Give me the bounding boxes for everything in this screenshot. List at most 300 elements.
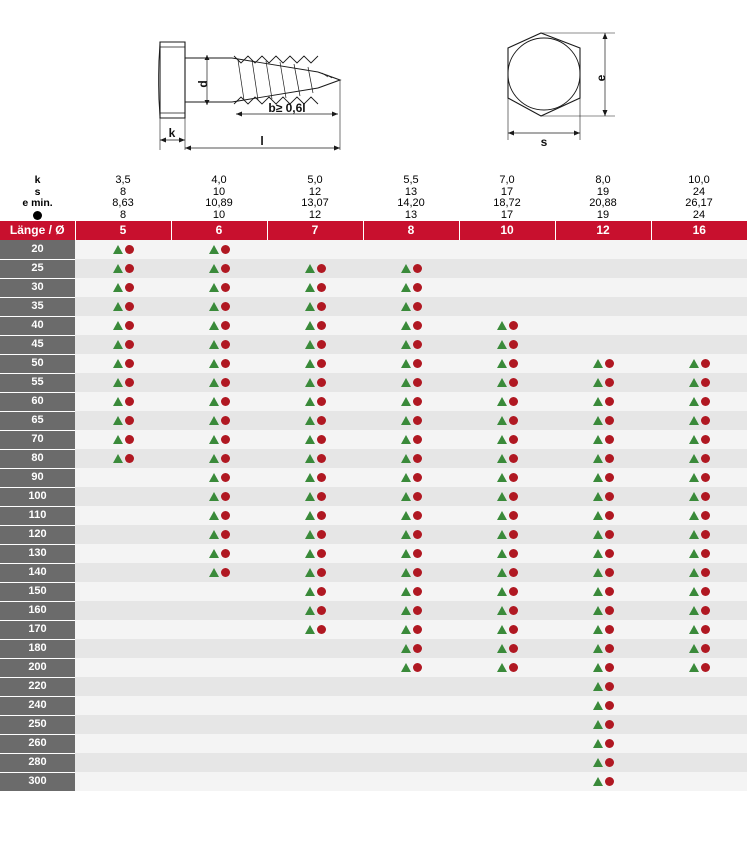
triangle-icon	[593, 758, 603, 767]
availability-cell-50-5	[75, 354, 171, 373]
availability-marks	[305, 335, 326, 354]
circle-icon	[605, 359, 614, 368]
circle-icon	[701, 644, 710, 653]
availability-cell-80-12	[555, 449, 651, 468]
triangle-icon	[209, 283, 219, 292]
availability-cell-170-7	[267, 620, 363, 639]
row-length-140: 140	[0, 563, 75, 582]
availability-cell-65-6	[171, 411, 267, 430]
triangle-icon	[305, 530, 315, 539]
availability-cell-60-10	[459, 392, 555, 411]
row-length-160: 160	[0, 601, 75, 620]
availability-marks	[305, 354, 326, 373]
availability-cell-100-10	[459, 487, 555, 506]
circle-icon	[317, 568, 326, 577]
availability-marks	[209, 316, 230, 335]
dimension-label-k: k	[168, 126, 176, 140]
triangle-icon	[593, 359, 603, 368]
row-length-240: 240	[0, 696, 75, 715]
circle-icon	[221, 435, 230, 444]
triangle-icon	[497, 454, 507, 463]
table-row	[0, 354, 747, 373]
table-row	[0, 297, 747, 316]
availability-cell-25-6	[171, 259, 267, 278]
triangle-icon	[113, 454, 123, 463]
spec-row-label-k: k	[0, 175, 75, 187]
availability-cell-50-16	[651, 354, 747, 373]
triangle-icon	[305, 435, 315, 444]
availability-marks	[113, 316, 134, 335]
spec-value-s-12: 19	[555, 187, 651, 199]
availability-cell-35-16	[651, 297, 747, 316]
spec-value-weight-10: 17	[459, 210, 555, 222]
triangle-icon	[305, 302, 315, 311]
availability-cell-45-10	[459, 335, 555, 354]
triangle-icon	[401, 359, 411, 368]
availability-cell-250-8	[363, 715, 459, 734]
availability-marks	[689, 487, 710, 506]
availability-marks	[401, 582, 422, 601]
availability-cell-220-12	[555, 677, 651, 696]
table-row	[0, 259, 747, 278]
availability-cell-220-5	[75, 677, 171, 696]
spec-value-e_min-8: 14,20	[363, 198, 459, 210]
header-diameter-6: 6	[171, 221, 267, 240]
availability-marks	[305, 278, 326, 297]
circle-icon	[701, 416, 710, 425]
availability-cell-40-12	[555, 316, 651, 335]
circle-icon	[701, 435, 710, 444]
availability-cell-260-6	[171, 734, 267, 753]
availability-marks	[497, 335, 518, 354]
triangle-icon	[497, 587, 507, 596]
availability-cell-160-10	[459, 601, 555, 620]
availability-cell-25-12	[555, 259, 651, 278]
availability-marks	[305, 563, 326, 582]
circle-icon	[317, 606, 326, 615]
circle-icon	[701, 454, 710, 463]
availability-cell-55-6	[171, 373, 267, 392]
table-row	[0, 487, 747, 506]
triangle-icon	[401, 435, 411, 444]
spec-value-weight-16: 24	[651, 210, 747, 222]
availability-marks	[689, 601, 710, 620]
triangle-icon	[593, 492, 603, 501]
availability-cell-110-8	[363, 506, 459, 525]
circle-icon	[509, 321, 518, 330]
header-diameter-10: 10	[459, 221, 555, 240]
availability-cell-100-12	[555, 487, 651, 506]
availability-marks	[593, 772, 614, 791]
triangle-icon	[401, 378, 411, 387]
triangle-icon	[593, 530, 603, 539]
availability-marks	[689, 392, 710, 411]
triangle-icon	[689, 549, 699, 558]
availability-cell-65-10	[459, 411, 555, 430]
triangle-icon	[305, 606, 315, 615]
availability-cell-160-6	[171, 601, 267, 620]
availability-marks	[401, 278, 422, 297]
circle-icon	[605, 549, 614, 558]
availability-cell-140-12	[555, 563, 651, 582]
drawing-svg	[0, 0, 747, 175]
availability-cell-260-10	[459, 734, 555, 753]
availability-cell-35-8	[363, 297, 459, 316]
availability-cell-70-16	[651, 430, 747, 449]
availability-marks	[593, 658, 614, 677]
circle-icon	[221, 321, 230, 330]
spec-value-k-10: 7,0	[459, 175, 555, 187]
availability-marks	[593, 468, 614, 487]
availability-marks	[305, 373, 326, 392]
circle-icon	[221, 302, 230, 311]
row-length-70: 70	[0, 430, 75, 449]
triangle-icon	[305, 625, 315, 634]
circle-icon	[509, 435, 518, 444]
availability-cell-170-10	[459, 620, 555, 639]
table-row	[0, 544, 747, 563]
triangle-icon	[593, 663, 603, 672]
availability-marks	[209, 411, 230, 430]
availability-cell-240-12	[555, 696, 651, 715]
availability-cell-30-16	[651, 278, 747, 297]
triangle-icon	[593, 777, 603, 786]
row-length-130: 130	[0, 544, 75, 563]
triangle-icon	[593, 416, 603, 425]
circle-icon	[125, 264, 134, 273]
triangle-icon	[401, 454, 411, 463]
availability-cell-240-10	[459, 696, 555, 715]
spec-value-k-16: 10,0	[651, 175, 747, 187]
availability-cell-130-7	[267, 544, 363, 563]
availability-marks	[593, 620, 614, 639]
spec-row-e_min	[0, 198, 747, 210]
circle-icon	[413, 568, 422, 577]
triangle-icon	[593, 511, 603, 520]
circle-icon	[221, 511, 230, 520]
availability-cell-90-8	[363, 468, 459, 487]
spec-value-s-5: 8	[75, 187, 171, 199]
availability-cell-25-7	[267, 259, 363, 278]
table-row	[0, 772, 747, 791]
availability-marks	[401, 487, 422, 506]
availability-cell-30-7	[267, 278, 363, 297]
availability-marks	[401, 297, 422, 316]
circle-icon	[317, 302, 326, 311]
availability-cell-60-5	[75, 392, 171, 411]
table-header-row	[0, 221, 747, 240]
availability-cell-80-16	[651, 449, 747, 468]
availability-cell-140-10	[459, 563, 555, 582]
table-row	[0, 506, 747, 525]
availability-cell-20-5	[75, 240, 171, 259]
availability-cell-20-10	[459, 240, 555, 259]
triangle-icon	[689, 587, 699, 596]
availability-cell-200-5	[75, 658, 171, 677]
table-row	[0, 373, 747, 392]
availability-marks	[689, 430, 710, 449]
circle-icon	[701, 378, 710, 387]
triangle-icon	[209, 473, 219, 482]
availability-marks	[593, 392, 614, 411]
availability-cell-55-8	[363, 373, 459, 392]
availability-marks	[689, 354, 710, 373]
availability-marks	[401, 411, 422, 430]
availability-marks	[113, 240, 134, 259]
circle-icon	[317, 283, 326, 292]
availability-cell-35-6	[171, 297, 267, 316]
availability-marks	[401, 468, 422, 487]
dimension-label-s: s	[540, 135, 548, 149]
triangle-icon	[113, 340, 123, 349]
circle-icon	[605, 473, 614, 482]
triangle-icon	[305, 587, 315, 596]
availability-cell-20-8	[363, 240, 459, 259]
weight-icon	[33, 211, 42, 220]
triangle-icon	[401, 606, 411, 615]
triangle-icon	[209, 435, 219, 444]
header-diameter-8: 8	[363, 221, 459, 240]
availability-cell-180-6	[171, 639, 267, 658]
availability-cell-150-8	[363, 582, 459, 601]
triangle-icon	[209, 378, 219, 387]
circle-icon	[605, 454, 614, 463]
triangle-icon	[113, 245, 123, 254]
circle-icon	[701, 492, 710, 501]
availability-marks	[593, 506, 614, 525]
circle-icon	[605, 530, 614, 539]
availability-cell-30-10	[459, 278, 555, 297]
row-length-200: 200	[0, 658, 75, 677]
availability-cell-90-7	[267, 468, 363, 487]
circle-icon	[221, 264, 230, 273]
availability-cell-300-12	[555, 772, 651, 791]
circle-icon	[221, 492, 230, 501]
triangle-icon	[689, 492, 699, 501]
availability-cell-50-8	[363, 354, 459, 373]
triangle-icon	[497, 530, 507, 539]
availability-cell-110-12	[555, 506, 651, 525]
table-row	[0, 411, 747, 430]
circle-icon	[509, 473, 518, 482]
circle-icon	[701, 549, 710, 558]
row-length-260: 260	[0, 734, 75, 753]
availability-cell-280-12	[555, 753, 651, 772]
circle-icon	[413, 625, 422, 634]
triangle-icon	[689, 511, 699, 520]
triangle-icon	[209, 264, 219, 273]
availability-cell-150-6	[171, 582, 267, 601]
row-length-120: 120	[0, 525, 75, 544]
circle-icon	[509, 378, 518, 387]
triangle-icon	[113, 302, 123, 311]
spec-value-e_min-10: 18,72	[459, 198, 555, 210]
triangle-icon	[401, 397, 411, 406]
triangle-icon	[401, 416, 411, 425]
availability-marks	[593, 753, 614, 772]
availability-cell-170-16	[651, 620, 747, 639]
circle-icon	[605, 606, 614, 615]
circle-icon	[125, 416, 134, 425]
circle-icon	[125, 321, 134, 330]
circle-icon	[413, 416, 422, 425]
spec-row-label-s: s	[0, 187, 75, 199]
circle-icon	[509, 663, 518, 672]
availability-marks	[113, 449, 134, 468]
triangle-icon	[209, 549, 219, 558]
availability-marks	[209, 278, 230, 297]
triangle-icon	[401, 625, 411, 634]
triangle-icon	[401, 549, 411, 558]
availability-cell-140-7	[267, 563, 363, 582]
circle-icon	[413, 587, 422, 596]
availability-marks	[209, 240, 230, 259]
row-length-220: 220	[0, 677, 75, 696]
availability-cell-220-10	[459, 677, 555, 696]
availability-cell-80-6	[171, 449, 267, 468]
availability-cell-150-16	[651, 582, 747, 601]
triangle-icon	[593, 682, 603, 691]
availability-cell-280-6	[171, 753, 267, 772]
availability-cell-45-12	[555, 335, 651, 354]
circle-icon	[413, 549, 422, 558]
spec-value-s-10: 17	[459, 187, 555, 199]
circle-icon	[509, 511, 518, 520]
availability-cell-35-10	[459, 297, 555, 316]
availability-marks	[497, 468, 518, 487]
row-length-300: 300	[0, 772, 75, 791]
circle-icon	[413, 435, 422, 444]
circle-icon	[125, 245, 134, 254]
triangle-icon	[401, 587, 411, 596]
availability-marks	[497, 639, 518, 658]
availability-cell-250-6	[171, 715, 267, 734]
availability-marks	[113, 411, 134, 430]
circle-icon	[317, 492, 326, 501]
triangle-icon	[305, 549, 315, 558]
triangle-icon	[689, 454, 699, 463]
circle-icon	[605, 492, 614, 501]
availability-cell-250-12	[555, 715, 651, 734]
circle-icon	[413, 264, 422, 273]
availability-cell-260-7	[267, 734, 363, 753]
triangle-icon	[305, 473, 315, 482]
availability-cell-280-8	[363, 753, 459, 772]
availability-cell-280-7	[267, 753, 363, 772]
circle-icon	[317, 454, 326, 463]
availability-cell-220-8	[363, 677, 459, 696]
circle-icon	[413, 397, 422, 406]
triangle-icon	[593, 454, 603, 463]
triangle-icon	[497, 359, 507, 368]
availability-marks	[209, 487, 230, 506]
table-row	[0, 620, 747, 639]
row-length-55: 55	[0, 373, 75, 392]
availability-cell-55-12	[555, 373, 651, 392]
circle-icon	[413, 606, 422, 615]
availability-cell-65-7	[267, 411, 363, 430]
table-row	[0, 563, 747, 582]
availability-marks	[497, 449, 518, 468]
header-diameter-5: 5	[75, 221, 171, 240]
availability-cell-170-6	[171, 620, 267, 639]
circle-icon	[221, 397, 230, 406]
triangle-icon	[401, 283, 411, 292]
triangle-icon	[401, 644, 411, 653]
circle-icon	[605, 777, 614, 786]
circle-icon	[605, 397, 614, 406]
circle-icon	[701, 606, 710, 615]
availability-cell-240-16	[651, 696, 747, 715]
circle-icon	[221, 359, 230, 368]
spec-value-k-12: 8,0	[555, 175, 651, 187]
availability-cell-150-5	[75, 582, 171, 601]
availability-cell-130-10	[459, 544, 555, 563]
availability-cell-180-10	[459, 639, 555, 658]
table-row	[0, 677, 747, 696]
availability-cell-70-10	[459, 430, 555, 449]
availability-cell-70-6	[171, 430, 267, 449]
spec-value-s-16: 24	[651, 187, 747, 199]
availability-cell-65-16	[651, 411, 747, 430]
availability-cell-150-12	[555, 582, 651, 601]
triangle-icon	[497, 549, 507, 558]
table-row	[0, 753, 747, 772]
availability-cell-110-16	[651, 506, 747, 525]
availability-marks	[593, 430, 614, 449]
availability-cell-220-7	[267, 677, 363, 696]
row-length-170: 170	[0, 620, 75, 639]
availability-cell-160-7	[267, 601, 363, 620]
spec-row-k	[0, 175, 747, 187]
triangle-icon	[689, 530, 699, 539]
availability-cell-130-16	[651, 544, 747, 563]
circle-icon	[125, 359, 134, 368]
triangle-icon	[593, 625, 603, 634]
availability-marks	[401, 563, 422, 582]
availability-cell-180-16	[651, 639, 747, 658]
triangle-icon	[113, 264, 123, 273]
triangle-icon	[689, 625, 699, 634]
availability-cell-30-8	[363, 278, 459, 297]
availability-cell-110-7	[267, 506, 363, 525]
availability-cell-50-6	[171, 354, 267, 373]
availability-cell-120-5	[75, 525, 171, 544]
triangle-icon	[497, 606, 507, 615]
technical-drawing	[0, 0, 747, 175]
availability-cell-55-10	[459, 373, 555, 392]
circle-icon	[413, 359, 422, 368]
availability-marks	[209, 506, 230, 525]
availability-cell-120-16	[651, 525, 747, 544]
availability-cell-130-12	[555, 544, 651, 563]
circle-icon	[509, 492, 518, 501]
circle-icon	[413, 454, 422, 463]
availability-cell-140-16	[651, 563, 747, 582]
circle-icon	[317, 359, 326, 368]
availability-marks	[401, 449, 422, 468]
availability-cell-40-5	[75, 316, 171, 335]
availability-marks	[401, 506, 422, 525]
triangle-icon	[113, 397, 123, 406]
spec-row-label-weight	[0, 210, 75, 222]
availability-cell-160-5	[75, 601, 171, 620]
availability-cell-80-7	[267, 449, 363, 468]
spec-value-k-6: 4,0	[171, 175, 267, 187]
table-row	[0, 278, 747, 297]
availability-marks	[401, 259, 422, 278]
triangle-icon	[689, 644, 699, 653]
